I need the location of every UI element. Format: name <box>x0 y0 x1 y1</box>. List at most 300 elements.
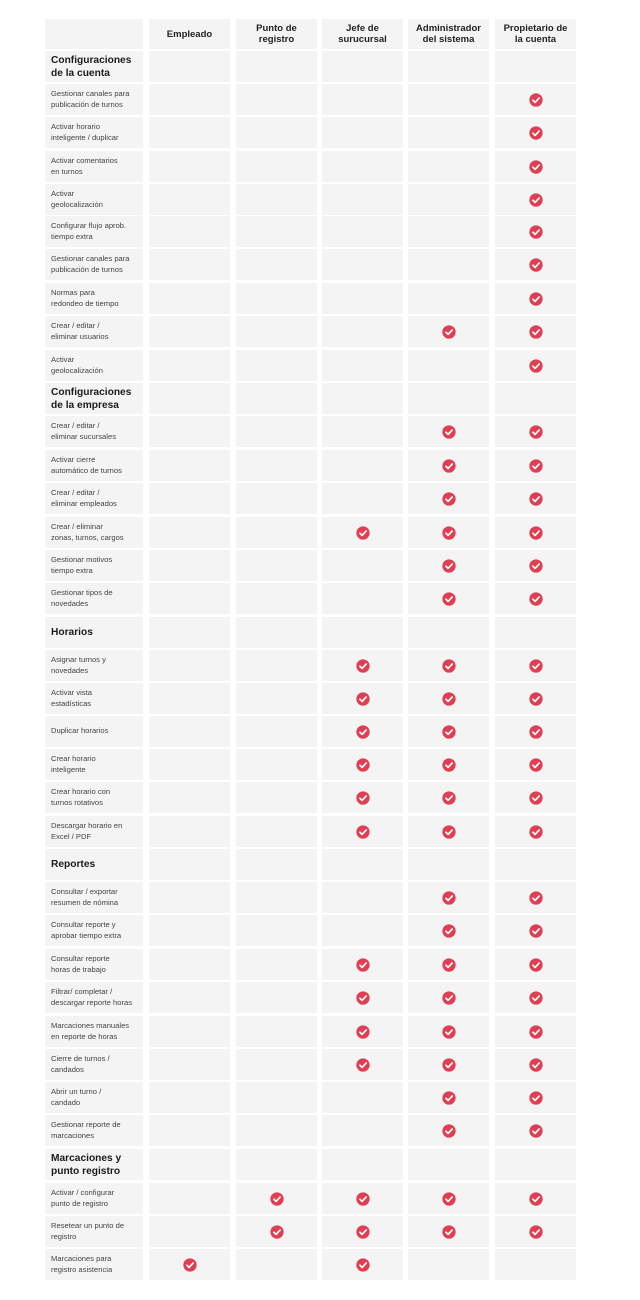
permission-label-cell <box>45 683 143 714</box>
permission-cell <box>495 450 576 481</box>
permission-cell <box>236 483 317 514</box>
permission-label-cell <box>45 1115 143 1146</box>
permission-cell <box>495 915 576 946</box>
check-circle-icon <box>529 559 543 573</box>
permission-cell <box>495 151 576 182</box>
check-circle-icon <box>442 526 456 540</box>
permission-cell <box>322 216 403 247</box>
permission-cell <box>322 184 403 215</box>
permission-label: Resetear un punto de registro <box>51 1221 125 1241</box>
role-header-0 <box>149 19 230 49</box>
permission-cell <box>408 483 489 514</box>
permission-label: Crear horario inteligente <box>51 754 96 774</box>
permission-cell <box>236 1216 317 1247</box>
header-corner-cell <box>45 19 143 49</box>
check-circle-icon <box>529 1025 543 1039</box>
permission-cell <box>495 249 576 280</box>
permission-label-cell <box>45 350 143 381</box>
permission-cell <box>149 1049 230 1080</box>
permission-cell <box>149 84 230 115</box>
permission-label: Activar geolocalización <box>51 189 103 209</box>
check-circle-icon <box>356 825 370 839</box>
permission-cell <box>495 283 576 314</box>
permission-cell <box>495 716 576 747</box>
permission-label: Gestionar reporte de marcaciones <box>51 1120 121 1140</box>
check-circle-icon <box>529 292 543 306</box>
check-circle-icon <box>529 225 543 239</box>
check-circle-icon <box>442 1091 456 1105</box>
permission-cell <box>236 117 317 148</box>
check-circle-icon <box>442 425 456 439</box>
permission-cell <box>322 416 403 447</box>
permission-label-cell <box>45 749 143 780</box>
permission-cell <box>236 1183 317 1214</box>
check-circle-icon <box>529 258 543 272</box>
permission-cell <box>322 1183 403 1214</box>
check-circle-icon <box>356 1025 370 1039</box>
permission-label: Activar cierre automático de turnos <box>51 455 122 475</box>
check-circle-icon <box>442 1025 456 1039</box>
permission-cell <box>408 117 489 148</box>
permission-cell <box>149 716 230 747</box>
role-header-1 <box>236 19 317 49</box>
section-title: Reportes <box>51 859 96 870</box>
permission-label-cell <box>45 1016 143 1047</box>
permission-cell <box>236 1115 317 1146</box>
permission-cell <box>408 1249 489 1280</box>
check-circle-icon <box>442 325 456 339</box>
permission-cell <box>149 151 230 182</box>
permission-cell <box>495 1016 576 1047</box>
permission-cell <box>495 949 576 980</box>
check-circle-icon <box>442 692 456 706</box>
permission-cell <box>495 1183 576 1214</box>
permission-label: Descargar horario en Excel / PDF <box>51 821 123 841</box>
permission-cell <box>149 949 230 980</box>
permission-cell <box>236 550 317 581</box>
permission-cell <box>149 184 230 215</box>
section-title: Configuraciones de la empresa <box>51 386 132 411</box>
permission-label-cell <box>45 650 143 681</box>
permission-cell <box>322 915 403 946</box>
check-circle-icon <box>356 725 370 739</box>
permission-cell <box>236 650 317 681</box>
permission-cell <box>149 550 230 581</box>
permission-cell <box>236 1016 317 1047</box>
permission-label-cell <box>45 151 143 182</box>
permission-cell <box>495 84 576 115</box>
permission-cell <box>149 383 230 414</box>
permission-cell <box>236 383 317 414</box>
permission-cell <box>322 316 403 347</box>
permission-label-cell <box>45 982 143 1013</box>
permission-cell <box>149 583 230 614</box>
permission-cell <box>236 915 317 946</box>
check-circle-icon <box>356 526 370 540</box>
permission-label-cell <box>45 1049 143 1080</box>
role-header-label: Empleado <box>166 28 213 40</box>
permission-label-cell <box>45 249 143 280</box>
permission-label: Cierre de turnos / candados <box>51 1054 110 1074</box>
permission-cell <box>322 84 403 115</box>
permission-label-cell <box>45 949 143 980</box>
permission-cell <box>236 184 317 215</box>
permission-cell <box>236 749 317 780</box>
permission-label: Normas para redondeo de tiempo <box>51 288 119 308</box>
check-circle-icon <box>529 325 543 339</box>
permission-cell <box>408 51 489 82</box>
permission-cell <box>322 1115 403 1146</box>
permission-cell <box>408 550 489 581</box>
check-circle-icon <box>356 659 370 673</box>
permission-cell <box>236 716 317 747</box>
permission-cell <box>495 617 576 648</box>
permission-cell <box>495 816 576 847</box>
permission-cell <box>408 1082 489 1113</box>
permission-cell <box>322 949 403 980</box>
permission-cell <box>408 1049 489 1080</box>
check-circle-icon <box>442 1192 456 1206</box>
permission-cell <box>149 249 230 280</box>
check-circle-icon <box>442 991 456 1005</box>
permission-cell <box>149 915 230 946</box>
permission-cell <box>236 683 317 714</box>
permission-cell <box>495 1082 576 1113</box>
permission-cell <box>408 1183 489 1214</box>
permission-label-cell <box>45 1249 143 1280</box>
permission-cell <box>322 617 403 648</box>
permission-cell <box>408 982 489 1013</box>
permission-cell <box>236 84 317 115</box>
permission-cell <box>322 1216 403 1247</box>
permission-label-cell <box>45 1216 143 1247</box>
permission-cell <box>495 550 576 581</box>
permission-cell <box>322 1082 403 1113</box>
permission-cell <box>495 749 576 780</box>
permission-label-cell <box>45 915 143 946</box>
check-circle-icon <box>529 758 543 772</box>
permission-cell <box>495 1049 576 1080</box>
permission-label-cell <box>45 1082 143 1113</box>
permission-cell <box>322 749 403 780</box>
check-circle-icon <box>442 1058 456 1072</box>
permission-label: Consultar reporte horas de trabajo <box>51 954 110 974</box>
permission-cell <box>236 617 317 648</box>
permission-cell <box>495 849 576 880</box>
permission-cell <box>149 683 230 714</box>
permission-label-cell <box>45 283 143 314</box>
permission-cell <box>236 416 317 447</box>
permission-cell <box>408 650 489 681</box>
permission-label: Duplicar horarios <box>51 726 109 736</box>
check-circle-icon <box>529 93 543 107</box>
permission-cell <box>495 117 576 148</box>
check-circle-icon <box>529 1058 543 1072</box>
permission-cell <box>408 882 489 913</box>
permission-label: Crear / editar / eliminar usuarios <box>51 321 109 341</box>
permission-cell <box>495 1149 576 1180</box>
permission-cell <box>408 849 489 880</box>
permission-cell <box>149 483 230 514</box>
permission-cell <box>495 782 576 813</box>
section-title: Marcaciones y punto registro <box>51 1152 122 1177</box>
permission-cell <box>408 450 489 481</box>
permission-cell <box>322 283 403 314</box>
permission-cell <box>408 1149 489 1180</box>
permission-label: Crear / eliminar zonas, turnos, cargos <box>51 522 124 542</box>
permission-cell <box>236 316 317 347</box>
permission-label: Filtrar/ completar / descargar reporte horas <box>51 987 133 1007</box>
permission-cell <box>149 1082 230 1113</box>
permission-cell <box>236 583 317 614</box>
permission-cell <box>322 583 403 614</box>
check-circle-icon <box>442 791 456 805</box>
permission-label-cell <box>45 216 143 247</box>
permission-label: Gestionar canales para publicación de turnos <box>51 254 130 274</box>
check-circle-icon <box>356 791 370 805</box>
permission-cell <box>149 350 230 381</box>
check-circle-icon <box>529 958 543 972</box>
permission-cell <box>322 1149 403 1180</box>
permission-cell <box>236 151 317 182</box>
permission-cell <box>408 915 489 946</box>
permission-label: Gestionar canales para publicación de turnos <box>51 89 130 109</box>
section-heading <box>45 383 143 414</box>
permission-cell <box>408 249 489 280</box>
check-circle-icon <box>529 160 543 174</box>
permission-cell <box>322 816 403 847</box>
permission-cell <box>322 249 403 280</box>
check-circle-icon <box>442 725 456 739</box>
permission-label-cell <box>45 517 143 548</box>
section-heading <box>45 849 143 880</box>
permission-cell <box>149 517 230 548</box>
permission-cell <box>408 517 489 548</box>
check-circle-icon <box>529 1091 543 1105</box>
permission-label: Consultar / exportar resumen de nómina <box>51 887 119 907</box>
permission-label: Activar geolocalización <box>51 355 103 375</box>
permission-cell <box>149 1183 230 1214</box>
permission-label-cell <box>45 184 143 215</box>
permission-cell <box>495 1216 576 1247</box>
permission-cell <box>408 184 489 215</box>
check-circle-icon <box>529 991 543 1005</box>
permission-cell <box>322 117 403 148</box>
check-circle-icon <box>356 692 370 706</box>
permission-cell <box>322 982 403 1013</box>
permission-cell <box>236 949 317 980</box>
permission-cell <box>236 350 317 381</box>
permission-label-cell <box>45 716 143 747</box>
permission-cell <box>149 450 230 481</box>
permission-label-cell <box>45 583 143 614</box>
permission-label-cell <box>45 416 143 447</box>
permission-cell <box>408 151 489 182</box>
role-header-label: Propietario de la cuenta <box>503 23 568 45</box>
permission-cell <box>408 583 489 614</box>
check-circle-icon <box>529 425 543 439</box>
permission-cell <box>322 550 403 581</box>
permission-cell <box>408 949 489 980</box>
permission-cell <box>322 1016 403 1047</box>
permission-label-cell <box>45 316 143 347</box>
check-circle-icon <box>529 193 543 207</box>
permission-cell <box>322 882 403 913</box>
permission-cell <box>149 849 230 880</box>
check-circle-icon <box>529 825 543 839</box>
section-heading <box>45 617 143 648</box>
permission-cell <box>495 1249 576 1280</box>
check-circle-icon <box>529 692 543 706</box>
check-circle-icon <box>529 1124 543 1138</box>
permission-label: Gestionar tipos de novedades <box>51 588 113 608</box>
permission-label-cell <box>45 117 143 148</box>
permission-cell <box>149 816 230 847</box>
permission-cell <box>322 1249 403 1280</box>
permission-label: Gestionar motivos tiempo extra <box>51 555 113 575</box>
permission-cell <box>236 517 317 548</box>
permission-cell <box>149 1016 230 1047</box>
check-circle-icon <box>442 924 456 938</box>
permission-label: Marcaciones manuales en reporte de horas <box>51 1021 130 1041</box>
check-circle-icon <box>529 592 543 606</box>
permission-cell <box>495 383 576 414</box>
permission-cell <box>408 383 489 414</box>
permission-cell <box>408 1115 489 1146</box>
permission-label: Crear / editar / eliminar sucursales <box>51 421 116 441</box>
permission-cell <box>322 350 403 381</box>
permission-cell <box>322 716 403 747</box>
check-circle-icon <box>442 559 456 573</box>
check-circle-icon <box>356 991 370 1005</box>
permission-cell <box>236 249 317 280</box>
permission-cell <box>408 782 489 813</box>
permission-label-cell <box>45 550 143 581</box>
role-header-4 <box>495 19 576 49</box>
check-circle-icon <box>356 1258 370 1272</box>
permission-label-cell <box>45 483 143 514</box>
permission-cell <box>495 350 576 381</box>
permission-cell <box>236 1082 317 1113</box>
check-circle-icon <box>356 758 370 772</box>
check-circle-icon <box>529 1225 543 1239</box>
permission-cell <box>495 184 576 215</box>
section-heading <box>45 51 143 82</box>
permission-cell <box>149 650 230 681</box>
permission-cell <box>408 716 489 747</box>
permission-cell <box>236 816 317 847</box>
check-circle-icon <box>442 758 456 772</box>
permission-cell <box>322 483 403 514</box>
permission-cell <box>495 483 576 514</box>
permission-cell <box>408 84 489 115</box>
permission-cell <box>408 350 489 381</box>
permission-cell <box>236 450 317 481</box>
permission-cell <box>149 1149 230 1180</box>
permission-cell <box>495 1115 576 1146</box>
permission-cell <box>149 982 230 1013</box>
permission-cell <box>149 1249 230 1280</box>
permission-cell <box>495 650 576 681</box>
check-circle-icon <box>442 891 456 905</box>
permission-cell <box>149 1115 230 1146</box>
permission-cell <box>495 982 576 1013</box>
permission-cell <box>495 216 576 247</box>
permission-cell <box>236 782 317 813</box>
role-header-label: Administrador del sistema <box>416 23 481 45</box>
permission-cell <box>322 383 403 414</box>
check-circle-icon <box>356 1192 370 1206</box>
permission-cell <box>408 216 489 247</box>
permission-cell <box>408 749 489 780</box>
permission-cell <box>149 1216 230 1247</box>
check-circle-icon <box>529 924 543 938</box>
permission-cell <box>408 617 489 648</box>
permission-cell <box>408 816 489 847</box>
permission-cell <box>149 782 230 813</box>
check-circle-icon <box>356 1225 370 1239</box>
check-circle-icon <box>529 459 543 473</box>
permission-label-cell <box>45 84 143 115</box>
permission-label: Activar vista estadísticas <box>51 688 92 708</box>
permission-label: Configurar flujo aprob. tiempo extra <box>51 221 127 241</box>
section-title: Configuraciones de la cuenta <box>51 54 132 79</box>
permission-cell <box>236 982 317 1013</box>
check-circle-icon <box>529 891 543 905</box>
permission-label: Crear / editar / eliminar empleados <box>51 488 117 508</box>
check-circle-icon <box>442 592 456 606</box>
permission-cell <box>408 1216 489 1247</box>
permission-cell <box>236 1049 317 1080</box>
permission-cell <box>149 882 230 913</box>
permission-cell <box>149 117 230 148</box>
permission-cell <box>149 617 230 648</box>
permission-cell <box>149 51 230 82</box>
permission-cell <box>236 1149 317 1180</box>
check-circle-icon <box>442 659 456 673</box>
section-heading <box>45 1149 143 1180</box>
permission-cell <box>408 416 489 447</box>
check-circle-icon <box>529 791 543 805</box>
check-circle-icon <box>183 1258 197 1272</box>
permission-cell <box>322 650 403 681</box>
permission-cell <box>149 283 230 314</box>
permission-cell <box>236 882 317 913</box>
permission-label-cell <box>45 450 143 481</box>
permission-label: Activar comentarios en turnos <box>51 156 118 176</box>
permission-label-cell <box>45 882 143 913</box>
check-circle-icon <box>442 492 456 506</box>
permission-label-cell <box>45 816 143 847</box>
permission-cell <box>495 517 576 548</box>
permission-cell <box>408 683 489 714</box>
check-circle-icon <box>442 1124 456 1138</box>
permission-cell <box>495 683 576 714</box>
check-circle-icon <box>529 492 543 506</box>
permission-label-cell <box>45 1183 143 1214</box>
check-circle-icon <box>529 1192 543 1206</box>
permission-cell <box>236 51 317 82</box>
permission-cell <box>322 1049 403 1080</box>
permission-cell <box>322 517 403 548</box>
permission-cell <box>149 749 230 780</box>
permission-cell <box>495 416 576 447</box>
permission-cell <box>322 450 403 481</box>
permission-cell <box>236 216 317 247</box>
check-circle-icon <box>442 958 456 972</box>
check-circle-icon <box>529 126 543 140</box>
role-header-2 <box>322 19 403 49</box>
